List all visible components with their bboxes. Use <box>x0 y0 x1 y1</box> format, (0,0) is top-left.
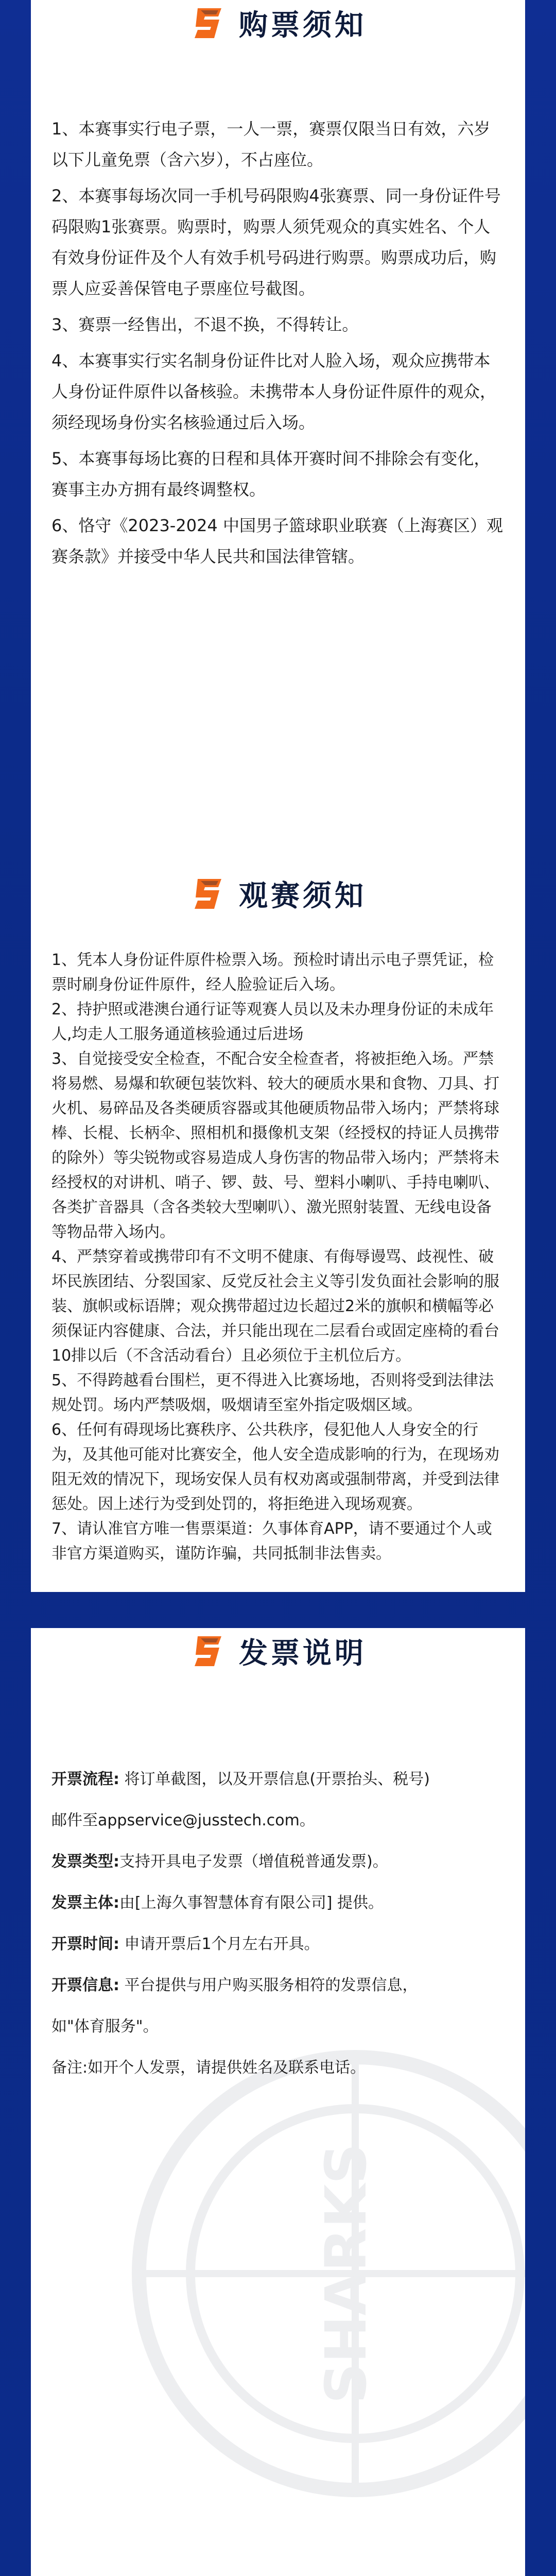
invoice-text: 平台提供与用户购买服务相符的发票信息， <box>119 1976 418 1994</box>
sharks-logo-icon <box>189 874 230 914</box>
invoice-label: 发票类型: <box>51 1853 119 1871</box>
viewing-item-3: 3、自觉接受安全检查，不配合安全检查者，将被拒绝入场。严禁将易燃、易爆和软硬包装饮料、较大的硬质水果和食物、刀具、打火机、易碎品及各类硬质容器或其他硬质物品带入场内；严禁将球棒、长棍、长柄伞、照相机和摄像机支架（经授权的持证人员携带的除外）等尖锐物或容易造成人身伤害的物品带入场内；严禁将未经授权的对讲机、哨子、锣、鼓、号、塑料小喇叭、手持电喇叭、各类扩音器具（含各类较大型喇叭）、激光照射装置、无线电设备等物品带入场内。 <box>51 1050 499 1241</box>
invoice-line-info <box>51 1973 505 1998</box>
invoice-notice-section <box>31 1628 525 2576</box>
ticket-item-6: 6、恪守《2023-2024 中国男子篮球职业联赛（上海赛区）观赛条款》并接受中华人民共和国法律管辖。 <box>51 516 503 566</box>
ticket-notice-section <box>31 0 525 871</box>
ticket-notice-title: 购票须知 <box>239 9 367 42</box>
viewing-notice-title: 观赛须知 <box>239 879 367 913</box>
ticket-item-2: 2、本赛事每场次同一手机号码限购4张赛票、同一身份证件号码限购1张赛票。购票时，购票人须凭观众的真实姓名、个人有效身份证件及个人有效手机号码进行购票。购票成功后，购票人应妥善保管电子票座位号截图。 <box>51 186 501 298</box>
sharks-logo-icon <box>189 1631 230 1671</box>
viewing-item-2: 2、持护照或港澳台通行证等观赛人员以及未办理身份证的未成年人,均走人工服务通道核验通过后进场 <box>51 1001 494 1043</box>
ticket-item-5: 5、本赛事每场比赛的日程和具体开赛时间不排除会有变化，赛事主办方拥有最终调整权。 <box>51 449 491 499</box>
sharks-watermark-icon <box>124 2042 525 2505</box>
invoice-text: 将订单截图，以及开票信息(开票抬头、税号) <box>119 1770 430 1788</box>
invoice-text: 邮件至appservice@jusstech.com。 <box>51 1811 315 1829</box>
viewing-notice-body <box>51 948 505 1566</box>
viewing-item-4: 4、严禁穿着或携带印有不文明不健康、有侮辱谩骂、歧视性、破坏民族团结、分裂国家、反党反社会主义等引发负面社会影响的服装、旗帜或标语牌；观众携带超过边长超过2米的旗帜和横幅等必须保证内容健康、合法，并只能出现在二层看台或固定座椅的看台10排以后（不含活动看台）且必须位于主机位后方。 <box>51 1248 499 1365</box>
invoice-notice-title: 发票说明 <box>239 1637 367 1670</box>
invoice-line-note <box>51 2056 505 2080</box>
invoice-text: 申请开票后1个月左右开具。 <box>119 1935 320 1953</box>
ticket-notice-body <box>51 113 505 577</box>
invoice-text: 由[上海久事智慧体育有限公司] 提供。 <box>119 1894 384 1912</box>
invoice-line-process <box>51 1767 505 1792</box>
ticket-item-3: 3、赛票一经售出，不退不换，不得转让。 <box>51 315 359 334</box>
invoice-label: 开票时间: <box>51 1935 119 1953</box>
invoice-label: 发票主体: <box>51 1894 119 1912</box>
invoice-line-issuer <box>51 1891 505 1916</box>
svg-text:SHARKS: SHARKS <box>313 2143 379 2404</box>
invoice-notice-header <box>144 1628 412 1674</box>
ticket-item-1: 1、本赛事实行电子票，一人一票，赛票仅限当日有效，六岁以下儿童免票（含六岁），不占座位。 <box>51 119 491 170</box>
invoice-notice-body <box>51 1767 505 2097</box>
invoice-text: 支持开具电子发票（增值税普通发票)。 <box>119 1853 388 1871</box>
invoice-label: 开票信息: <box>51 1976 119 1994</box>
viewing-item-7: 7、请认准官方唯一售票渠道：久事体育APP，请不要通过个人或非官方渠道购买，谨防诈骗，共同抵制非法售卖。 <box>51 1520 492 1563</box>
viewing-item-1: 1、凭本人身份证件原件检票入场。预检时请出示电子票凭证，检票时刷身份证件原件，经人脸验证后入场。 <box>51 951 494 994</box>
invoice-line-email <box>51 1808 505 1833</box>
viewing-notice-header <box>144 871 412 917</box>
ticket-item-4: 4、本赛事实行实名制身份证件比对人脸入场，观众应携带本人身份证件原件以备核验。未携带本人身份证件原件的观众，须经现场身份实名核验通过后入场。 <box>51 351 497 432</box>
invoice-line-type <box>51 1850 505 1874</box>
viewing-item-6: 6、任何有碍现场比赛秩序、公共秩序，侵犯他人人身安全的行为，及其他可能对比赛安全，他人安全造成影响的行为，在现场劝阻无效的情况下，现场安保人员有权劝离或强制带离，并受到法律惩处。因上述行为受到处罚的，将拒绝进入现场观赛。 <box>51 1421 499 1513</box>
ticket-notice-header <box>144 0 412 46</box>
viewing-item-5: 5、不得跨越看台围栏，更不得进入比赛场地，否则将受到法律法规处罚。场内严禁吸烟，吸烟请至室外指定吸烟区域。 <box>51 1371 494 1414</box>
invoice-line-time <box>51 1932 505 1957</box>
viewing-notice-section <box>31 871 525 1592</box>
sharks-logo-icon <box>189 3 230 43</box>
invoice-line-info-example <box>51 2014 505 2039</box>
invoice-text: 如"体育服务"。 <box>51 2018 159 2036</box>
invoice-label: 开票流程: <box>51 1770 119 1788</box>
invoice-text: 备注:如开个人发票，请提供姓名及联系电话。 <box>51 2059 366 2077</box>
